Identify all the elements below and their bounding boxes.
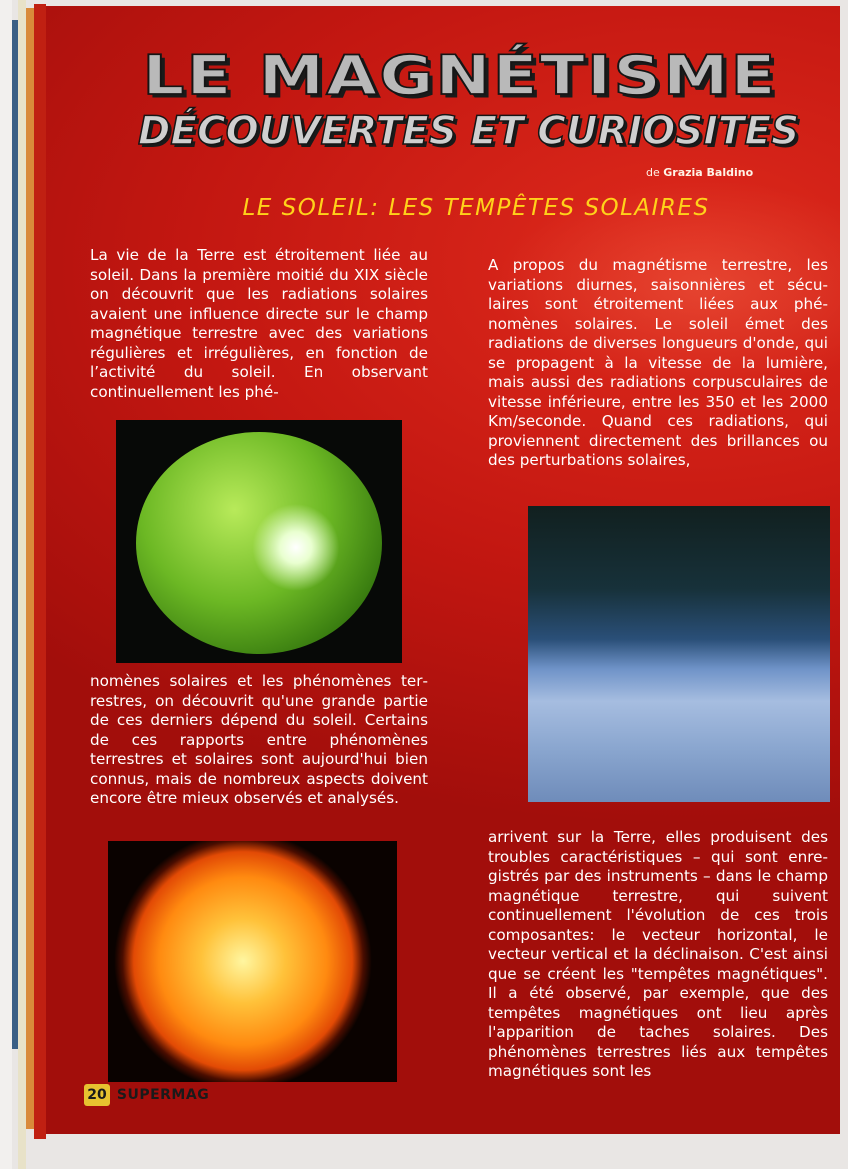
byline (646, 166, 836, 179)
green-sun-photo (116, 420, 402, 663)
page-number: 20 (84, 1084, 110, 1106)
orange-sun-photo (108, 841, 397, 1082)
byline-author: Grazia Baldino (663, 166, 754, 179)
paragraph-right-1: A propos du magnétisme terrestre, les variations diurnes, saisonnières et séculaires sont étroitement liées aux phénomènes solaires. Le soleil émet des radiations de diverses longueurs d'onde, qui se propagent à la vitesse de la lumière, mais aussi des radiations corpusculaires de vitesse inférieure, entre les 350 et les 2000 Km/seconde. Quand ces radiations, qui proviennent directement des brillances ou des perturbations solaires, (488, 256, 828, 469)
page-footer (84, 1084, 209, 1106)
page-stack-edge (34, 4, 46, 1139)
article-subtitle: DÉCOUVERTES ET CURIOSITES (138, 109, 800, 154)
magazine-page (46, 6, 840, 1134)
magazine-name: SUPERMAG (116, 1087, 210, 1103)
page-stack-edge (26, 8, 34, 1129)
paragraph-right-2: arrivent sur la Terre, elles produisent des troubles caractéristiques – qui sont enregistrés par des instruments – dans le champ magnétique terrestre, qui suivent continuellement l'évolution de ces trois composantes: le vecteur horizontal, le vecteur vertical et la déclinaison. C'est ainsi que se créent les "tempêtes magnétiques". Il a été observé, par exemple, que des tempêtes magnétiques ont lieu après l'apparition de taches solaires. Des phénomènes terrestres liés aux tempêtes magnétiques sont les (488, 828, 828, 1080)
page-stack-edge (18, 0, 26, 1169)
paragraph-left-2: nomènes solaires et les phénomènes terrestres, on découvrit qu'une grande partie de ces derniers dépend du soleil. Certains de ces rapports entre phénomènes terrestres et solaires sont aujourd'hui bien connus, mais de nombreux aspects doivent encore être mieux observés et analysés. (90, 672, 428, 807)
byline-prefix: de (646, 166, 660, 179)
aurora-earth-photo (528, 506, 830, 802)
page-stack-edge (0, 0, 12, 1169)
paragraph-left-1: La vie de la Terre est étroitement liée au soleil. Dans la première moitié du XIX siècle on découvrit que les radiations solaires avaient une influence directe sur le champ magnétique terrestre avec des variations régulières et irrégulières, en fonction de l’activité du soleil. En observant continuellement les phé- (90, 246, 428, 401)
section-heading: LE SOLEIL: LES TEMPÊTES SOLAIRES (242, 195, 710, 221)
article-title: LE MAGNÉTISME (142, 44, 778, 108)
